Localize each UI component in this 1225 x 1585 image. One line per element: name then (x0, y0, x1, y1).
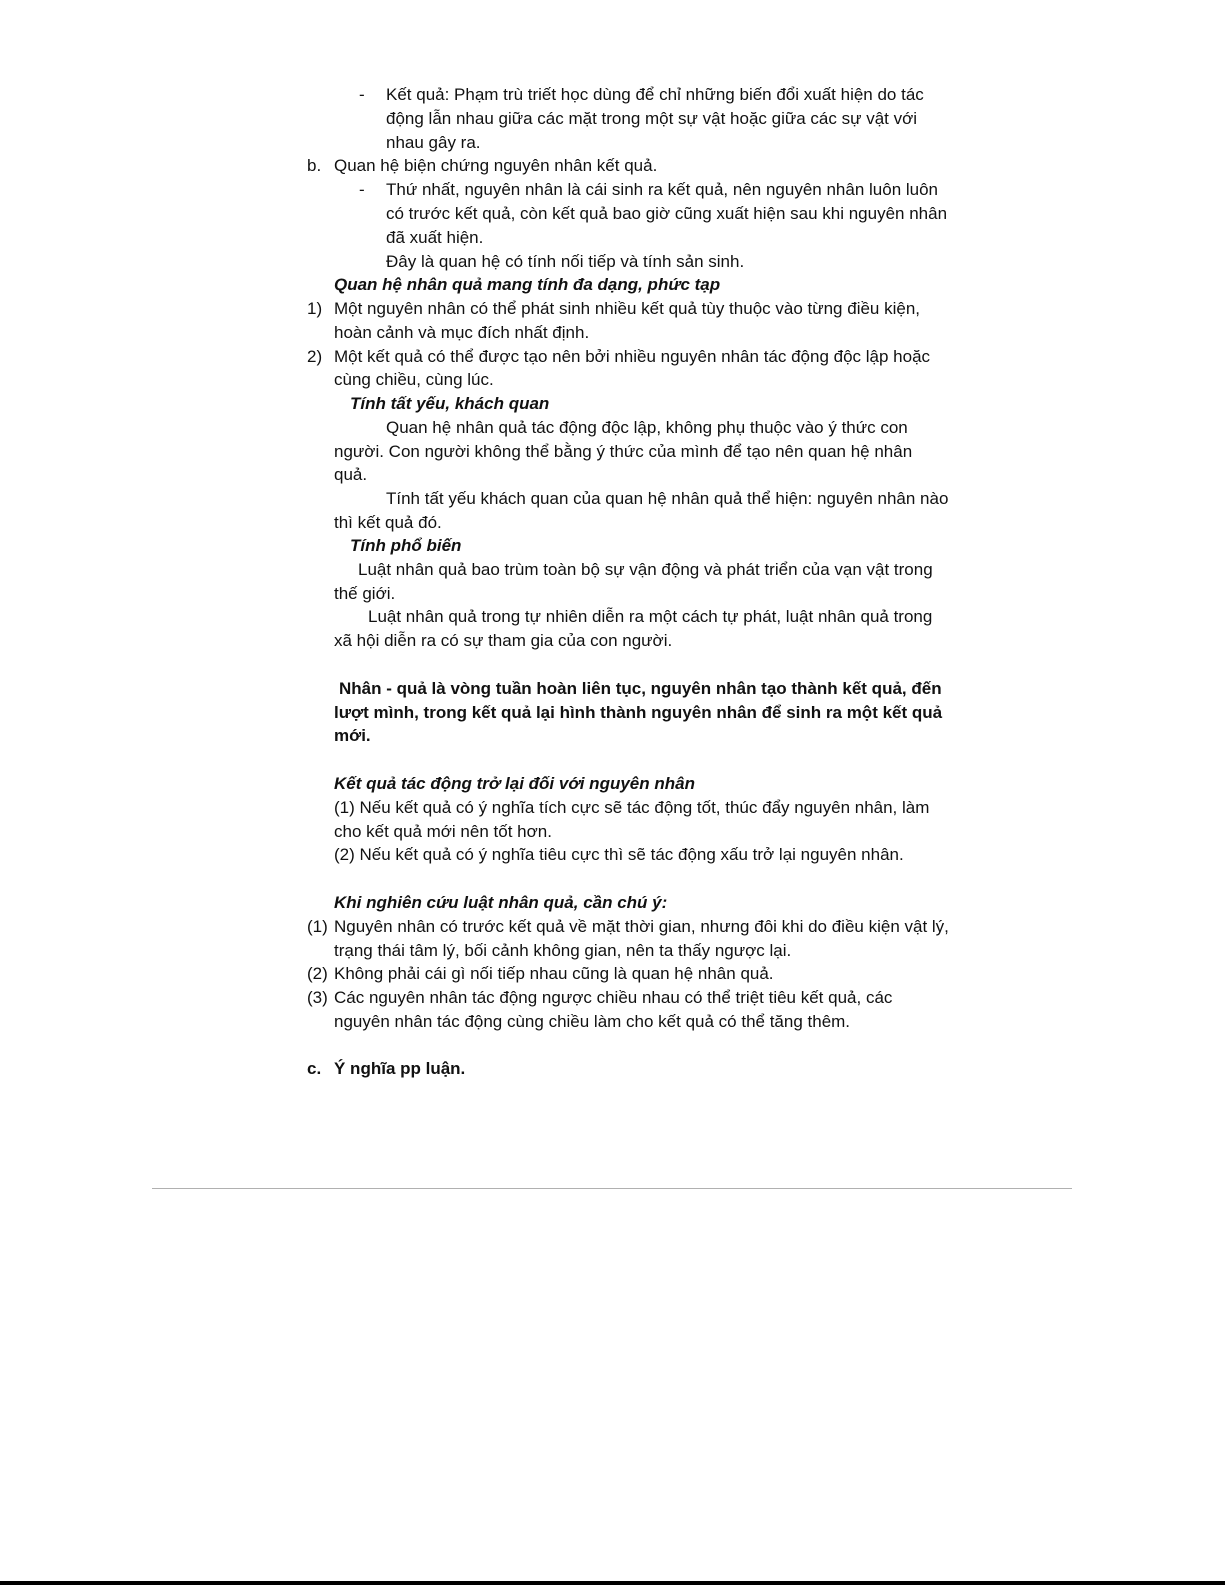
list-marker: (1) (307, 917, 328, 936)
text-line: động lẫn nhau giữa các mặt trong một sự vật hoặc giữa các sự vật với (386, 109, 918, 128)
text-line: Thứ nhất, nguyên nhân là cái sinh ra kết quả, nên nguyên nhân luôn luôn (386, 180, 939, 199)
text-line: người. Con người không thể bằng ý thức của mình để tạo nên quan hệ nhân (334, 442, 913, 461)
bottom-edge-bar (0, 1581, 1225, 1585)
text-line: lượt mình, trong kết quả lại hình thành nguyên nhân để sinh ra một kết quả (334, 703, 943, 722)
text-line: thì kết quả đó. (334, 513, 442, 532)
text-line: Một kết quả có thể được tạo nên bởi nhiều nguyên nhân tác động độc lập hoặc (334, 347, 931, 366)
text-line: Tính tất yếu khách quan của quan hệ nhân quả thể hiện: nguyên nhân nào (386, 489, 949, 508)
list-marker: 2) (307, 347, 323, 366)
subheading: Khi nghiên cứu luật nhân quả, cần chú ý: (334, 893, 668, 912)
text-line: Các nguyên nhân tác động ngược chiều nhau có thể triệt tiêu kết quả, các (334, 988, 893, 1007)
text-line: mới. (334, 726, 371, 745)
text-line: (2) Nếu kết quả có ý nghĩa tiêu cực thì sẽ tác động xấu trở lại nguyên nhân. (334, 845, 904, 864)
text-line: trạng thái tâm lý, bối cảnh không gian, nên ta thấy ngược lại. (334, 941, 792, 960)
text-line: xã hội diễn ra có sự tham gia của con người. (334, 631, 673, 650)
section-title: Ý nghĩa pp luận. (334, 1059, 466, 1078)
text-line: cùng chiều, cùng lúc. (334, 370, 494, 389)
text-line: Một nguyên nhân có thể phát sinh nhiều kết quả tùy thuộc vào từng điều kiện, (334, 299, 921, 318)
text-line: Kết quả: Phạm trù triết học dùng để chỉ những biến đổi xuất hiện do tác (386, 85, 924, 104)
list-marker: 1) (307, 299, 323, 318)
subheading: Tính phổ biến (350, 536, 462, 555)
subheading: Tính tất yếu, khách quan (350, 394, 550, 413)
text-line: Quan hệ nhân quả tác động độc lập, không phụ thuộc vào ý thức con (386, 418, 908, 437)
list-marker: (2) (307, 964, 328, 983)
text-line: quả. (334, 465, 368, 484)
list-marker: (3) (307, 988, 328, 1007)
dash-marker: - (359, 85, 365, 104)
dash-marker: - (359, 180, 365, 199)
text-line: Nhân - quả là vòng tuần hoàn liên tục, nguyên nhân tạo thành kết quả, đến (339, 679, 942, 698)
section-title: Quan hệ biện chứng nguyên nhân kết quả. (334, 156, 658, 175)
text-line: nhau gây ra. (386, 133, 481, 152)
text-line: Nguyên nhân có trước kết quả về mặt thời gian, nhưng đôi khi do điều kiện vật lý, (334, 917, 949, 936)
subheading: Kết quả tác động trở lại đối với nguyên nhân (334, 774, 695, 793)
text-line: Luật nhân quả bao trùm toàn bộ sự vận động và phát triển của vạn vật trong (358, 560, 933, 579)
section-marker: c. (307, 1059, 322, 1078)
page-divider (152, 1188, 1072, 1189)
section-marker: b. (307, 156, 322, 175)
text-line: có trước kết quả, còn kết quả bao giờ cũng xuất hiện sau khi nguyên nhân (386, 204, 948, 223)
text-line: Luật nhân quả trong tự nhiên diễn ra một cách tự phát, luật nhân quả trong (368, 607, 933, 626)
text-line: hoàn cảnh và mục đích nhất định. (334, 323, 590, 342)
text-line: Không phải cái gì nối tiếp nhau cũng là quan hệ nhân quả. (334, 964, 774, 983)
text-line: cho kết quả mới nên tốt hơn. (334, 822, 552, 841)
text-line: Đây là quan hệ có tính nối tiếp và tính sản sinh. (386, 252, 745, 271)
text-line: nguyên nhân tác động cùng chiều làm cho kết quả có thể tăng thêm. (334, 1012, 851, 1031)
text-line: đã xuất hiện. (386, 228, 484, 247)
subheading: Quan hệ nhân quả mang tính đa dạng, phức tạp (334, 275, 721, 294)
text-line: (1) Nếu kết quả có ý nghĩa tích cực sẽ tác động tốt, thúc đẩy nguyên nhân, làm (334, 798, 930, 817)
text-line: thế giới. (334, 584, 396, 603)
